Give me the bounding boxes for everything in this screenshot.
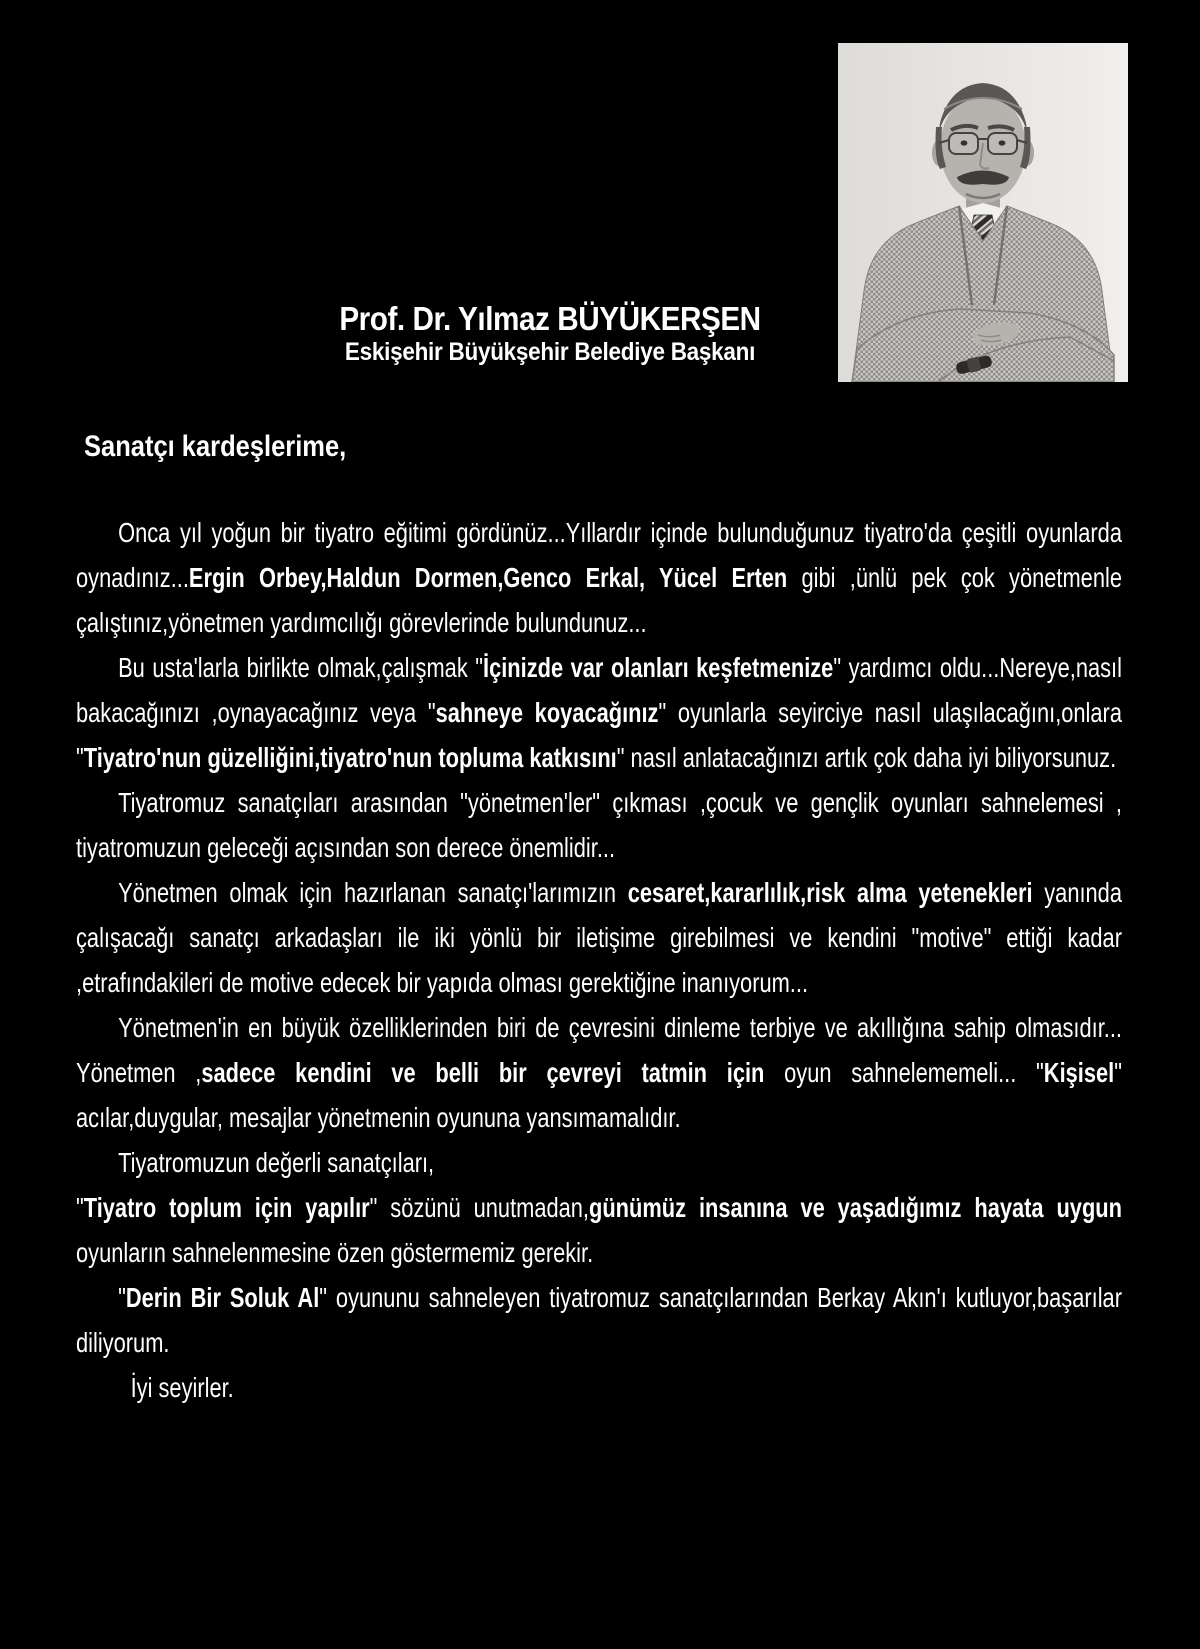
paragraph (76, 645, 1122, 780)
text-segment: oyun sahnelememeli... " (764, 1057, 1044, 1088)
author-office: Eskişehir Büyükşehir Belediye Başkanı (344, 338, 756, 366)
text-segment: oyunların sahnelenmesine özen göstermemiz gerekir. (76, 1237, 594, 1268)
emphasized-text: Derin Bir Soluk Al (125, 1282, 320, 1313)
emphasized-text: sadece kendini ve belli bir çevreyi tatmin için (201, 1057, 765, 1088)
text-segment: Bu usta'larla birlikte olmak,çalışmak " (118, 652, 484, 683)
emphasized-text: Tiyatro toplum için yapılır (83, 1192, 370, 1223)
text-segment: İyi seyirler. (130, 1372, 234, 1403)
text-segment: Onca yıl yoğun bir tiyatro eğitimi gördünüz...Yıllardır içinde bulunduğunuz tiyatro'da çeşitli oyunlarda oynadınız... (76, 517, 1122, 593)
text-segment: " oyununu sahneleyen tiyatromuz sanatçılarından Berkay Akın'ı kutluyor,başarılar diliyorum. (76, 1282, 1122, 1358)
text-segment: " acılar,duygular, mesajlar yönetmenin oyununa yansımamalıdır. (76, 1057, 1122, 1133)
letter-body (76, 510, 1122, 1410)
emphasized-text: Ergin Orbey,Haldun Dormen,Genco Erkal, Yücel Erten (188, 562, 788, 593)
text-segment: gibi ,ünlü pek çok yönetmenle çalıştınız,yönetmen yardımcılığı görevlerinde bulundunuz... (76, 562, 1122, 638)
paragraph (76, 1005, 1122, 1140)
paragraph (76, 780, 1122, 870)
paragraph (76, 870, 1122, 1005)
emphasized-text: günümüz insanına ve yaşadığımız hayata uygun (588, 1192, 1122, 1223)
paragraph (76, 1185, 1122, 1275)
paragraph (76, 510, 1122, 645)
text-segment: yanında çalışacağı sanatçı arkadaşları ile iki yönlü bir iletişime girebilmesi ve kendini "motive" ettiği kadar ,etrafındakileri de motive edecek bir yapıda olması gerektiğine inanıyorum... (76, 877, 1122, 998)
emphasized-text: Tiyatro'nun güzelliğini,tiyatro'nun topluma katkısını (83, 742, 617, 773)
text-segment: " (118, 1282, 126, 1313)
text-segment: Tiyatromuz sanatçıları arasından "yönetmen'ler" çıkması ,çocuk ve gençlik oyunları sahnelemesi , tiyatromuzun geleceği açısından son derece önemlidir... (76, 787, 1122, 863)
paragraph (76, 1140, 1122, 1185)
text-segment: " yardımcı oldu...Nereye,nasıl bakacağınızı ,oynayacağınız veya " (76, 652, 1122, 728)
author-name: Prof. Dr. Yılmaz BÜYÜKERŞEN (339, 300, 761, 337)
text-segment: Yönetmen olmak için hazırlanan sanatçı'larımızın (118, 877, 628, 908)
emphasized-text: cesaret,kararlılık,risk alma yetenekleri (627, 877, 1033, 908)
text-segment: " nasıl anlatacağınızı artık çok daha iyi biliyorsunuz. (616, 742, 1117, 773)
salutation: Sanatçı kardeşlerime, (84, 430, 347, 463)
header-block (280, 300, 820, 367)
text-segment: Yönetmen'in en büyük özelliklerinden biri de çevresini dinleme terbiye ve akıllığına sahip olmasıdır... Yönetmen , (76, 1012, 1122, 1088)
portrait-illustration (838, 43, 1128, 382)
text-segment: " (76, 1192, 84, 1223)
emphasized-text: İçinizde var olanları keşfetmenize (483, 652, 834, 683)
emphasized-text: Kişisel (1043, 1057, 1115, 1088)
paragraph (76, 1275, 1122, 1365)
emphasized-text: sahneye koyacağınız (435, 697, 659, 728)
portrait-photo (838, 43, 1128, 382)
text-segment: " sözünü unutmadan, (369, 1192, 589, 1223)
text-segment: Tiyatromuzun değerli sanatçıları, (118, 1147, 435, 1178)
text-segment: " oyunlarla seyirciye nasıl ulaşılacağını,onlara " (76, 697, 1122, 773)
paragraph (76, 1365, 1122, 1410)
